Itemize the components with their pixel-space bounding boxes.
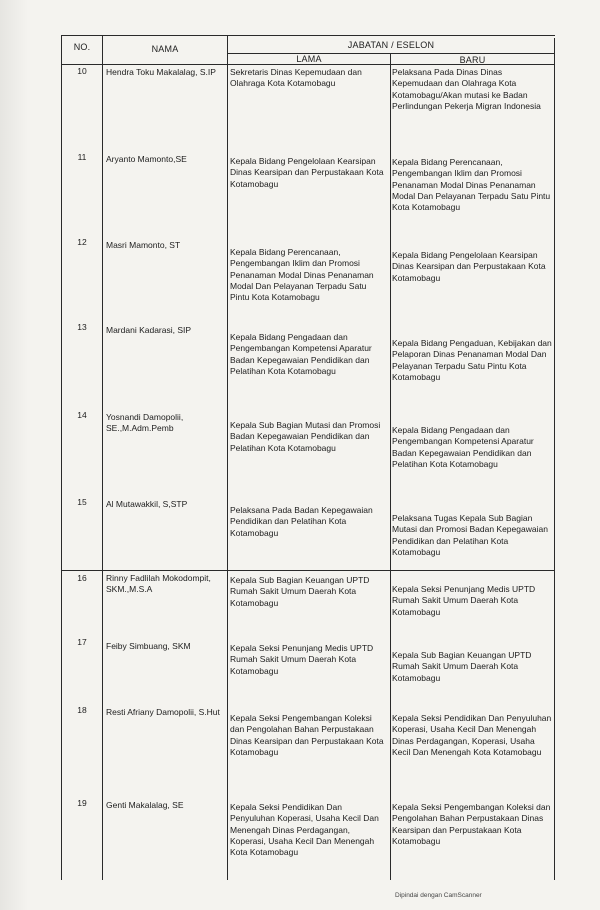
row-12-baru: Kepala Bidang Pengelolaan Kearsipan Dinas Kearsipan dan Perpustakaan Kota Kotamobagu <box>392 250 546 283</box>
row-19-baru: Kepala Seksi Pengembangan Koleksi dan Pengolahan Bahan Perpustakaan Dinas Kearsipan dan Perpustakaan Kota Kotamobagu <box>392 802 551 846</box>
row-18-lama: Kepala Seksi Pengembangan Koleksi dan Pengolahan Bahan Perpustakaan Dinas Kearsipan dan Perpustakaan Kota Kotamobagu <box>230 713 384 757</box>
header-baru: BARU <box>459 55 486 65</box>
row-15-lama: Pelaksana Pada Badan Kepegawaian Pendidikan dan Pelatihan Kota Kotamobagu <box>230 505 373 538</box>
row-18-nama: Resti Afriany Damopolii, S.Hut <box>106 707 220 717</box>
column-divider-lama <box>390 53 391 880</box>
row-13-nama: Mardani Kadarasi, SIP <box>106 325 192 335</box>
row-17-nama: Feiby Simbuang, SKM <box>106 641 191 651</box>
row-13-baru: Kepala Bidang Pengaduan, Kebijakan dan Pelaporan Dinas Penanaman Modal Dan Pelayanan Terpadu Satu Pintu Kota Kotamobagu <box>392 338 552 382</box>
header-lama: LAMA <box>296 54 322 64</box>
row-15-no: 15 <box>77 497 87 507</box>
page-section-divider <box>61 570 555 571</box>
header-no: NO. <box>73 42 91 52</box>
row-14-nama: Yosnandi Damopolii, SE.,M.Adm.Pemb <box>106 412 184 434</box>
row-15-baru: Pelaksana Tugas Kepala Sub Bagian Mutasi dan Promosi Badan Kepegawaian Pendidikan dan Pelatihan Kota Kotamobagu <box>392 513 548 557</box>
row-10-no: 10 <box>77 66 87 76</box>
row-10-lama: Sekretaris Dinas Kepemudaan dan Olahraga Kota Kotamobagu <box>230 67 362 89</box>
row-12-lama: Kepala Bidang Perencanaan, Pengembangan Iklim dan Promosi Penanaman Modal Dinas Penanaman Modal Dan Pelayanan Terpadu Satu Pintu Kota Kotamobagu <box>230 247 374 303</box>
row-17-no: 17 <box>77 637 87 647</box>
row-13-no: 13 <box>77 322 87 332</box>
column-divider-nama <box>227 35 228 880</box>
row-10-nama: Hendra Toku Makalalag, S.IP <box>106 67 216 77</box>
row-19-no: 19 <box>77 798 87 808</box>
scanner-watermark: Dipindai dengan CamScanner <box>395 892 482 899</box>
row-16-no: 16 <box>77 573 87 583</box>
row-19-nama: Genti Makalalag, SE <box>106 800 184 810</box>
row-17-lama: Kepala Seksi Penunjang Medis UPTD Rumah Sakit Umum Daerah Kota Kotamobagu <box>230 643 374 676</box>
scan-edge-shadow <box>0 0 28 910</box>
row-10-baru: Pelaksana Pada Dinas Dinas Kepemudaan dan Olahraga Kota Kotamobagu/Akan mutasi ke Badan Perlindungan Pekerja Migran Indonesia <box>392 67 541 111</box>
row-15-nama: Al Mutawakkil, S,STP <box>106 499 188 509</box>
row-11-nama: Aryanto Mamonto,SE <box>106 154 187 164</box>
row-11-lama: Kepala Bidang Pengelolaan Kearsipan Dinas Kearsipan dan Perpustakaan Kota Kotamobagu <box>230 156 384 189</box>
row-19-lama: Kepala Seksi Pendidikan Dan Penyuluhan Koperasi, Usaha Kecil Dan Menengah Dinas Perdagangan, Koperasi, Usaha Kecil Dan Menengah Kota Kotamobagu <box>230 802 379 858</box>
row-16-baru: Kepala Seksi Penunjang Medis UPTD Rumah Sakit Umum Daerah Kota Kotamobagu <box>392 584 536 617</box>
header-nama: NAMA <box>151 44 179 54</box>
row-14-no: 14 <box>77 410 87 420</box>
row-18-no: 18 <box>77 705 87 715</box>
row-14-baru: Kepala Bidang Pengadaan dan Pengembangan Kompetensi Aparatur Badan Kepegawaian Pendidikan dan Pelatihan Kota Kotamobagu <box>392 425 534 469</box>
row-16-nama: Rinny Fadlilah Mokodompit, SKM.,M.S.A <box>106 573 211 595</box>
row-12-no: 12 <box>77 237 87 247</box>
table-border-top <box>61 35 555 36</box>
row-13-lama: Kepala Bidang Pengadaan dan Pengembangan Kompetensi Aparatur Badan Kepegawaian Pendidikan dan Pelatihan Kota Kotamobagu <box>230 332 372 376</box>
row-11-no: 11 <box>77 152 87 162</box>
header-jabatan: JABATAN / ESELON <box>347 40 435 50</box>
row-17-baru: Kepala Sub Bagian Keuangan UPTD Rumah Sakit Umum Daerah Kota Kotamobagu <box>392 650 532 683</box>
column-divider-no <box>102 35 103 880</box>
row-12-nama: Masri Mamonto, ST <box>106 240 181 250</box>
row-11-baru: Kepala Bidang Perencanaan, Pengembangan Iklim dan Promosi Penanaman Modal Dinas Penanaman Modal Dan Pelayanan Terpadu Satu Pintu Kota Kotamobagu <box>392 157 551 213</box>
row-18-baru: Kepala Seksi Pendidikan Dan Penyuluhan Koperasi, Usaha Kecil Dan Menengah Dinas Perdagangan, Koperasi, Usaha Kecil Dan Menengah Kota Kotamobagu <box>392 713 552 757</box>
row-16-lama: Kepala Sub Bagian Keuangan UPTD Rumah Sakit Umum Daerah Kota Kotamobagu <box>230 575 370 608</box>
row-14-lama: Kepala Sub Bagian Mutasi dan Promosi Badan Kepegawaian Pendidikan dan Pelatihan Kota Kotamobagu <box>230 420 381 453</box>
table-border-right <box>554 38 555 880</box>
